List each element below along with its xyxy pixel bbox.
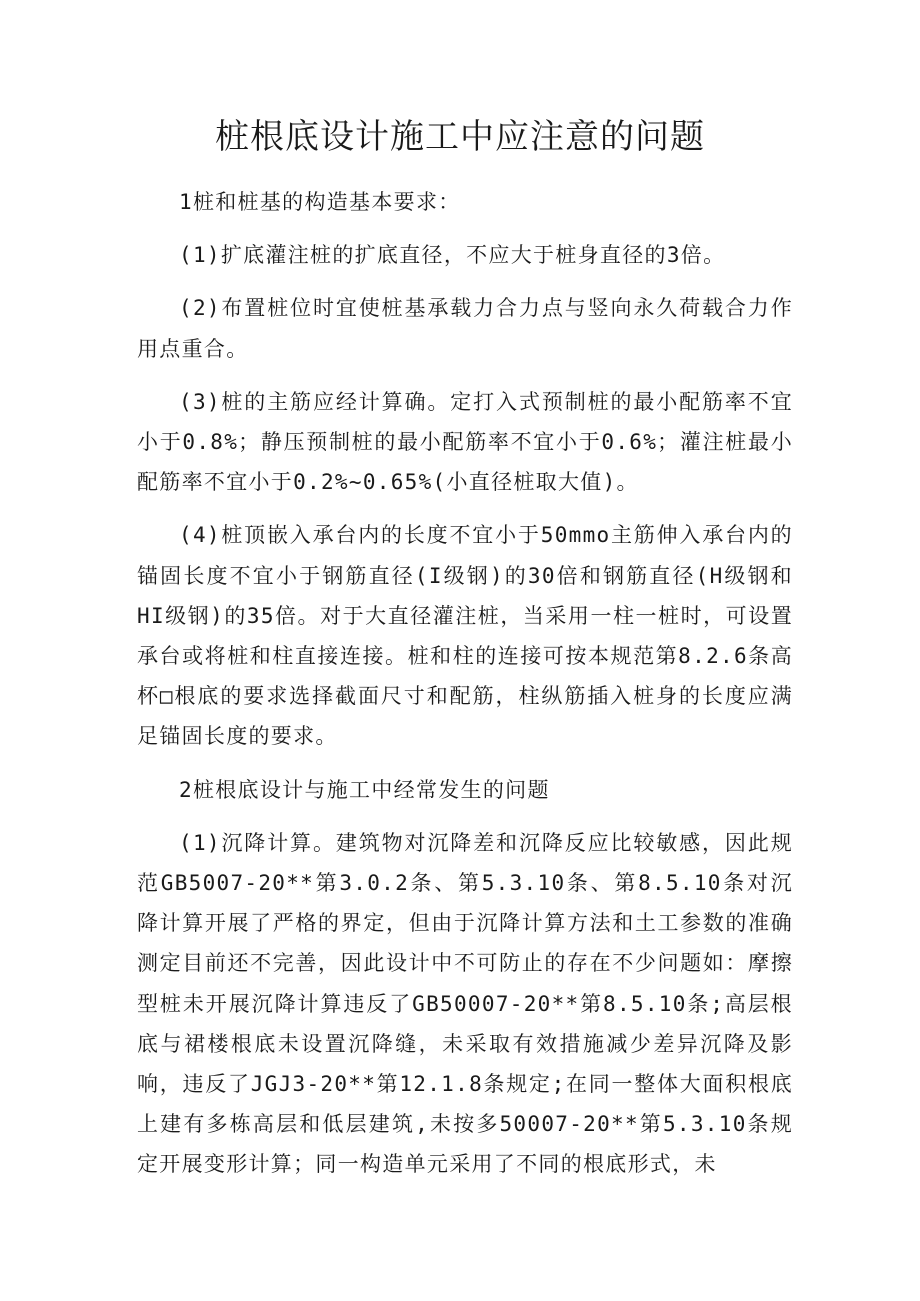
paragraph: (1)扩底灌注桩的扩底直径，不应大于桩身直径的3倍。: [179, 243, 726, 268]
section-heading: 1桩和桩基的构造基本要求：: [179, 190, 461, 214]
paragraph: (1)沉降计算。建筑物对沉降差和沉降反应比较敏感，因此规范GB5007-20**第3.0.2条、第5.3.10条、第8.5.10条对沉降计算开展了严格的界定，但由于沉降计算方法和土工参数的准确测定目前还不完善，因此设计中不可防止的存在不少问题如：摩擦型桩未开展沉降计算违反了GB50007-20**第8.5.10条;高层根底与裙楼根底未设置沉降缝，未采取有效措施减少差异沉降及影响，违反了JGJ3-20**第12.1.8条规定;在同一整体大面积根底上建有多栋高层和低层建筑,未按多50007-20**第5.3.10条规定开展变形计算；同一构造单元采用了不同的根底形式，未: [137, 830, 793, 1177]
document-title: 桩根底设计施工中应注意的问题: [215, 117, 705, 157]
paragraph: (3)桩的主筋应经计算确。定打入式预制桩的最小配筋率不宜小于0.8%；静压预制桩的最小配筋率不宜小于0.6%；灌注桩最小配筋率不宜小于0.2%~0.65%(小直径桩取大值)。: [137, 389, 793, 495]
paragraph: (4)桩顶嵌入承台内的长度不宜小于50mmo主筋伸入承台内的锚固长度不宜小于钢筋直径(I级钢)的30倍和钢筋直径(H级钢和HI级钢)的35倍。对于大直径灌注桩，当采用一柱一桩时，可设置承台或将桩和柱直接连接。桩和柱的连接可按本规范第8.2.6条高杯□根底的要求选择截面尺寸和配筋，柱纵筋插入桩身的长度应满足锚固长度的要求。: [137, 523, 793, 749]
section-heading: 2桩根底设计与施工中经常发生的问题: [179, 777, 550, 802]
document-body: [137, 182, 793, 1185]
paragraph: (2)布置桩位时宜使桩基承载力合力点与竖向永久荷载合力作用点重合。: [137, 296, 793, 361]
